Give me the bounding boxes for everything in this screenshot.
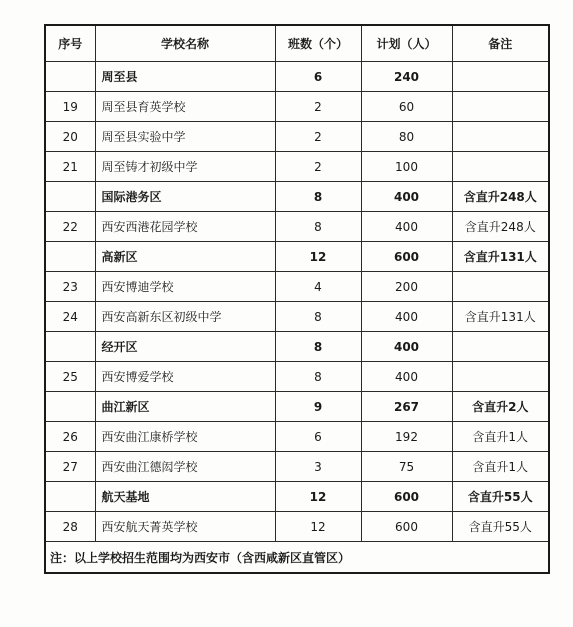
class-count-cell: 8 [275,212,361,242]
remarks-cell: 含直升1人 [452,422,549,452]
remarks-cell: 含直升131人 [452,242,549,272]
plan-count-cell: 60 [361,92,452,122]
plan-count-cell: 400 [361,332,452,362]
remarks-cell [452,152,549,182]
serial-number-cell: 25 [45,362,95,392]
remarks-cell [452,332,549,362]
school-row [45,452,549,482]
plan-count-cell: 600 [361,242,452,272]
serial-number-cell [45,242,95,272]
serial-number-cell [45,182,95,212]
district-row [45,482,549,512]
serial-number-cell: 22 [45,212,95,242]
plan-count-cell: 600 [361,512,452,542]
school-name-cell: 周至县育英学校 [95,92,275,122]
class-count-cell: 12 [275,242,361,272]
footnote-row [45,542,549,574]
remarks-cell [452,362,549,392]
class-count-cell: 3 [275,452,361,482]
plan-count-cell: 200 [361,272,452,302]
plan-count-cell: 80 [361,122,452,152]
enrollment-plan-table [44,24,550,574]
school-name-cell: 国际港务区 [95,182,275,212]
school-name-cell: 西安高新东区初级中学 [95,302,275,332]
class-count-cell: 12 [275,512,361,542]
class-count-cell: 4 [275,272,361,302]
serial-number-cell [45,332,95,362]
class-count-cell: 8 [275,182,361,212]
table-body [45,62,549,542]
school-name-cell: 曲江新区 [95,392,275,422]
remarks-cell [452,92,549,122]
serial-number-cell [45,392,95,422]
school-name-cell: 西安航天菁英学校 [95,512,275,542]
remarks-cell: 含直升55人 [452,482,549,512]
school-name-cell: 周至县实验中学 [95,122,275,152]
remarks-cell [452,122,549,152]
plan-count-cell: 192 [361,422,452,452]
remarks-cell: 含直升248人 [452,212,549,242]
school-name-cell: 周至铸才初级中学 [95,152,275,182]
serial-number-cell: 28 [45,512,95,542]
footnote: 注：以上学校招生范围均为西安市（含西咸新区直管区） [45,542,549,574]
table-header-row [45,25,549,62]
serial-number-cell: 20 [45,122,95,152]
class-count-cell: 6 [275,62,361,92]
district-row [45,332,549,362]
school-name-cell: 西安曲江德闳学校 [95,452,275,482]
school-row [45,212,549,242]
plan-count-cell: 267 [361,392,452,422]
header-remarks: 备注 [452,25,549,62]
class-count-cell: 9 [275,392,361,422]
plan-count-cell: 400 [361,182,452,212]
serial-number-cell [45,62,95,92]
school-name-cell: 西安博爱学校 [95,362,275,392]
class-count-cell: 2 [275,122,361,152]
remarks-cell: 含直升248人 [452,182,549,212]
school-name-cell: 经开区 [95,332,275,362]
district-row [45,182,549,212]
serial-number-cell: 19 [45,92,95,122]
remarks-cell: 含直升131人 [452,302,549,332]
school-name-cell: 周至县 [95,62,275,92]
serial-number-cell: 21 [45,152,95,182]
school-row [45,422,549,452]
school-row [45,152,549,182]
serial-number-cell: 27 [45,452,95,482]
remarks-cell: 含直升2人 [452,392,549,422]
district-row [45,242,549,272]
serial-number-cell [45,482,95,512]
remarks-cell [452,272,549,302]
serial-number-cell: 24 [45,302,95,332]
plan-count-cell: 75 [361,452,452,482]
school-row [45,122,549,152]
plan-count-cell: 400 [361,212,452,242]
plan-count-cell: 100 [361,152,452,182]
school-row [45,92,549,122]
school-name-cell: 航天基地 [95,482,275,512]
district-row [45,392,549,422]
remarks-cell: 含直升55人 [452,512,549,542]
class-count-cell: 2 [275,92,361,122]
class-count-cell: 8 [275,302,361,332]
class-count-cell: 12 [275,482,361,512]
remarks-cell [452,62,549,92]
school-row [45,272,549,302]
remarks-cell: 含直升1人 [452,452,549,482]
district-row [45,62,549,92]
plan-count-cell: 400 [361,302,452,332]
class-count-cell: 8 [275,332,361,362]
school-name-cell: 西安西港花园学校 [95,212,275,242]
school-name-cell: 西安博迪学校 [95,272,275,302]
serial-number-cell: 26 [45,422,95,452]
header-plan-count: 计划（人） [361,25,452,62]
class-count-cell: 2 [275,152,361,182]
header-serial-number: 序号 [45,25,95,62]
header-class-count: 班数（个） [275,25,361,62]
header-school-name: 学校名称 [95,25,275,62]
school-row [45,302,549,332]
school-row [45,362,549,392]
plan-count-cell: 240 [361,62,452,92]
enrollment-plan-sheet [44,24,548,574]
school-name-cell: 西安曲江康桥学校 [95,422,275,452]
plan-count-cell: 600 [361,482,452,512]
class-count-cell: 8 [275,362,361,392]
school-row [45,512,549,542]
serial-number-cell: 23 [45,272,95,302]
school-name-cell: 高新区 [95,242,275,272]
plan-count-cell: 400 [361,362,452,392]
class-count-cell: 6 [275,422,361,452]
